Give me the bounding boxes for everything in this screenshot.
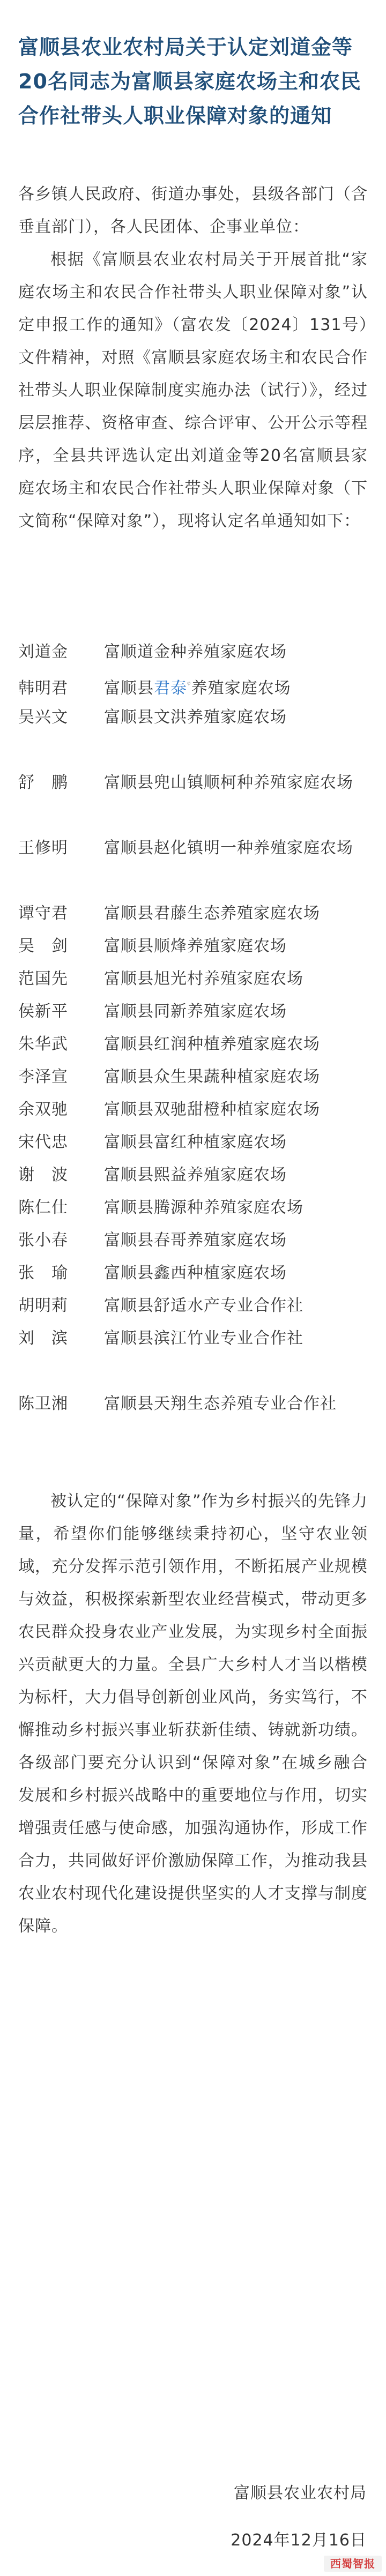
recipient-name: 舒 鹏 [18,773,68,792]
recipient-name: 胡明莉 [18,1296,68,1315]
recipient-name: 宋代忠 [18,1133,68,1152]
watermark-logo: 西蜀智报 [324,2556,382,2572]
recipient-row [18,668,368,705]
recipient-row [18,1322,368,1355]
recipient-name: 朱华武 [18,1035,68,1054]
recipient-org-highlight-link[interactable]: 君泰 [154,679,187,698]
recipient-row [18,1028,368,1061]
recipient-row [18,1289,368,1322]
recipient-name: 余双驰 [18,1100,68,1119]
recipient-org-prefix: 富顺县 [104,679,154,698]
recipient-org-suffix: 养殖家庭农场 [191,679,291,698]
recipient-row [18,897,368,930]
recipient-org: 富顺县熙益养殖家庭农场 [104,1166,287,1184]
recipient-org: 富顺县红润种植养殖家庭农场 [104,1035,320,1054]
recipient-name: 侯新平 [18,1002,68,1021]
recipient-org: 富顺县众生果蔬种植家庭农场 [104,1067,320,1086]
recipient-row [18,995,368,1028]
recipient-org: 富顺县赵化镇明一种养殖家庭农场 [104,839,353,857]
recipient-org: 富顺县鑫西种植家庭农场 [104,1264,287,1282]
recipient-org: 富顺道金种养殖家庭农场 [104,643,287,661]
recipient-org: 富顺县顺烽养殖家庭农场 [104,937,287,955]
document-title: 富顺县农业农村局关于认定刘道金等20名同志为富顺县家庭农场主和农民合作社带头人职业保障对象的通知 [18,35,361,128]
recipient-org: 富顺县双驰甜橙种植家庭农场 [104,1100,320,1119]
recipient-name: 张小春 [18,1231,68,1250]
recipient-name: 谢 波 [18,1166,68,1184]
recipient-name: 陈卫湘 [18,1394,68,1413]
recipient-row [18,930,368,962]
recipient-row [18,1387,368,1420]
recipient-name: 陈仁仕 [18,1198,68,1217]
salutation: 各乡镇人民政府、街道办事处，县级各部门（含垂直部门），各人民团体、企事业单位： [18,185,368,236]
recipient-name: 李泽宣 [18,1067,68,1086]
recipient-name: 范国先 [18,969,68,988]
recipient-org: 富顺县天翔生态养殖专业合作社 [104,1394,337,1413]
recipient-org: 富顺县旭光村养殖家庭农场 [104,969,303,988]
recipient-org: 富顺县兜山镇顺柯种养殖家庭农场 [104,773,353,792]
intro-paragraph: 根据《富顺县农业农村局关于开展首批“家庭农场主和农民合作社带头人职业保障对象”认定申报工作的通知》（富农发〔2024〕131号）文件精神，对照《富顺县家庭农场主和农民合作社带头人职业保障制度实施办法（试行）》，经过层层推荐、资格审查、综合评审、公开公示等程序，全县共评选认定出刘道金等20名富顺县家庭农场主和农民合作社带头人职业保障对象（下文简称“保障对象”），现将认定名单通知如下： [18,250,368,531]
recipient-name: 刘 滨 [18,1329,68,1348]
recipient-row [18,766,368,799]
recipient-row [18,1224,368,1257]
recipient-row [18,1061,368,1093]
recipient-name: 韩明君 [18,679,68,698]
recipient-row [18,1191,368,1224]
recipient-org: 富顺县富红种植家庭农场 [104,1133,287,1152]
recipient-name: 吴 剑 [18,937,68,955]
recipient-row [18,1159,368,1191]
recipient-org: 富顺县同新养殖家庭农场 [104,1002,287,1021]
recipient-row [18,1093,368,1126]
signature-org: 富顺县农业农村局 [234,2484,367,2503]
recipient-row [18,832,368,864]
recipient-name: 张 瑜 [18,1264,68,1282]
recipient-name: 吴兴文 [18,708,68,727]
recipient-row [18,962,368,995]
recipient-org: 富顺县舒适水产专业合作社 [104,1296,303,1315]
recipient-org: 富顺县君藤生态养殖家庭农场 [104,904,320,923]
recipient-row [18,1126,368,1159]
recipient-row [18,1257,368,1289]
recipient-name: 谭守君 [18,904,68,923]
recipient-row [18,701,368,734]
search-hint-icon: ᵠ [187,680,191,690]
recipient-name: 王修明 [18,839,68,857]
closing-paragraph: 被认定的“保障对象”作为乡村振兴的先锋力量，希望你们能够继续秉持初心，坚守农业领域，充分发挥示范引领作用，不断拓展产业规模与效益，积极探索新型农业经营模式，带动更多农民群众投身农业产业发展，为实现乡村全面振兴贡献更大的力量。全县广大乡村人才当以楷模为标杆，大力倡导创新创业风尚，务实笃行，不懈推动乡村振兴事业斩获新佳绩、铸就新功绩。各级部门要充分认识到“保障对象”在城乡融合发展和乡村振兴战略中的重要地位与作用，切实增强责任感与使命感，加强沟通协作，形成工作合力，共同做好评价激励保障工作，为推动我县农业农村现代化建设提供坚实的人才支撑与制度保障。 [18,1492,368,1936]
recipient-org: 富顺县文洪养殖家庭农场 [104,708,287,727]
recipient-name: 刘道金 [18,643,68,661]
recipient-org: 富顺县春哥养殖家庭农场 [104,1231,287,1250]
recipient-org: 富顺县腾源种养殖家庭农场 [104,1198,303,1217]
recipient-row [18,636,368,668]
recipient-org: 富顺县滨江竹业专业合作社 [104,1329,303,1348]
signature-date: 2024年12月16日 [231,2531,367,2550]
